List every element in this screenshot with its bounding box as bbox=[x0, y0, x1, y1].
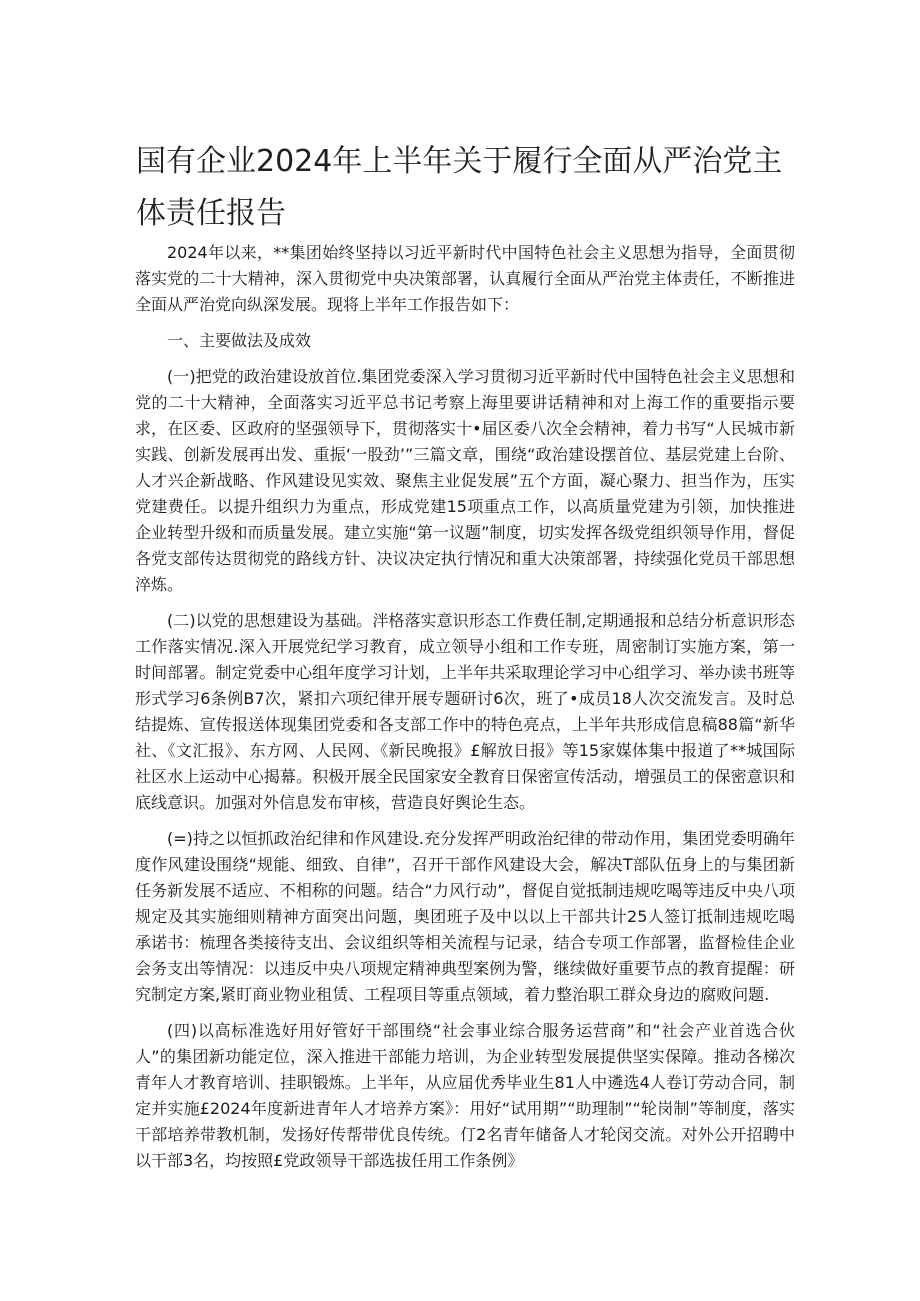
paragraph-ideological-construction: (二)以党的思想建设为基础。泮格落实意识形态工作费任制,定期通报和总结分析意识形态工作落实情况.深入开展党纪学习教育，成立领导小组和工作专班，周密制订实施方案，第一时间部署。制定党委中心组年度学习计划，上半年共采取理论学习中心组学习、举办读书班等形式学习6条例B7次，紧扣六项纪律开展专题研讨6次，班了•成员18人次交流发言。及时总结提炼、宣传报送体现集团党委和各支部工作中的特色亮点，上半年共形成信息稿88篇“新华社、《文汇报》、东方网、人民网、《新民晚报》£解放日报》等15家媒体集中报道了**城国际社区水上运动中心揭幕。积极开展全民国家安全教育日保密宣传活动，增强员工的保密意识和底线意识。加强对外信息发布审核，营造良好舆论生态。 bbox=[135, 611, 795, 812]
paragraph-cadre-selection: (四)以高标准选好用好管好干部围绕“社会事业综合服务运营商”和“社会产业首选合伙人”的集团新功能定位，深入推进干部能力培训，为企业转型发展提供坚实保障。推动各梯次青年人才教育培训、挂职锻炼。上半年，从应届优秀毕业生81人中遴选4人卷订劳动合同，制定并实施£2024年度新进青年人才培养方案》：用好“试用期”“助理制”“轮岗制”等制度，落实干部培养带教机制，发扬好传帮带优良传统。仃2名青年储备人才轮闵交流。对外公开招聘中以干部3名，均按照£党政领导干部选拔任用工作条例》 bbox=[135, 1021, 795, 1170]
section-heading-main-practices: 一、主要做法及成效 bbox=[167, 331, 312, 350]
document-body bbox=[135, 240, 795, 1174]
paragraph-discipline-and-style: (=)持之以恒抓政治纪律和作风建设.充分发挥严明政治纪律的带动作用，集团党委明确年度作风建设围绕“规能、细致、自律”，召开干部作风建设大会，解决T部队伍身上的与集团新任务新发展不适应、不相称的问题。结合“力风行动”，督促自觉抵制违规吃喝等违反中央八项规定及其实施细则精神方面突出问题，奥团班子及中以以上干部共计25人签订抵制违规吃喝承诺书：梳理各类接待支出、会议组织等相关流程与记录，结合专项工作部署，监督检佳企业会务支出等情况：以违反中央八项规定精神典型案例为警，继续做好重要节点的教育提醒：研究制定方案,紧盯商业物业租赁、工程项目等重点领域，着力整治职工群众身边的腐败问题. bbox=[135, 829, 795, 1004]
intro-paragraph: 2024年以来，**集团始终坚持以习近平新时代中国特色社会主义思想为指导，全面贯彻落实党的二十大精神，深入贯彻党中央决策部署，认真履行全面从严治党主体责任，不断推进全面从严治党向纵深发展。现将上半年工作报告如下： bbox=[135, 243, 795, 314]
document-title: 国有企业2024年上半年关于履行全面从严治党主体责任报告 bbox=[136, 144, 783, 231]
paragraph-political-construction: (一)把党的政治建设放首位.集团党委深入学习贯彻习近平新时代中国特色社会主义思想和党的二十大精神，全面落实习近平总书记考察上海里要讲话精神和对上海工作的重要指示要求，在区委、区政府的坚强领导下，贯彻落实十•届区委八次全会精神，着力书写“人民城市新实践、创新发展再出发、重振‘一股劲’”三篇文章，围绕“政治建设摆首位、基层党建上台阶、人才兴企新战略、作风建设见实效、聚焦主业促发展”五个方面，凝心聚力、担当作为，压实党建费任。以提升组织力为重点，形成党建15项重点工作，以高质量党建为引领，加快推进企业转型升级和而质量发展。建立实施“第一议题”制度，切实发挥各级党组织领导作用，督促各党支部传达贯彻党的路线方针、决议决定执行情况和重大决策部署，持续强化党员干部思想淬炼。 bbox=[135, 367, 795, 594]
